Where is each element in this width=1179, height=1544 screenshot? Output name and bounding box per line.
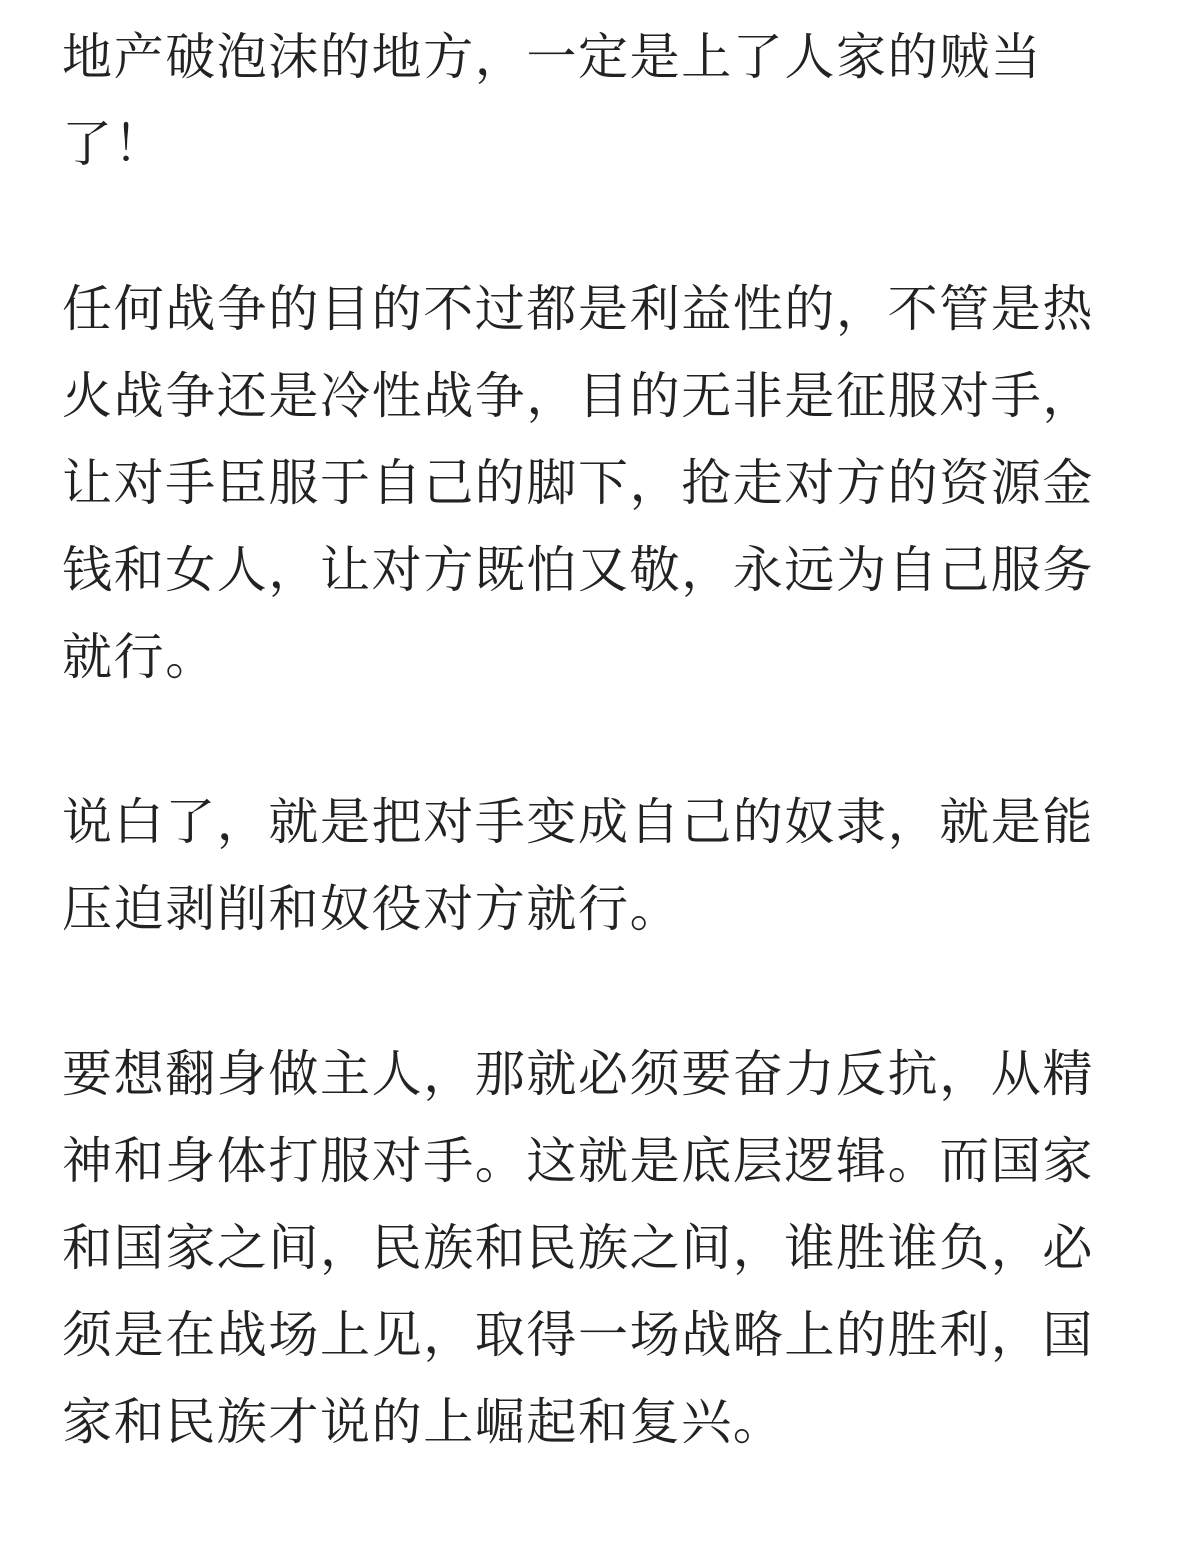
paragraph-2: 任何战争的目的不过都是利益性的，不管是热火战争还是冷性战争，目的无非是征服对手，让对手臣服于自己的脚下，抢走对方的资源金钱和女人，让对方既怕又敬，永远为自己服务就行。 <box>62 280 1094 686</box>
paragraph-4: 要想翻身做主人，那就必须要奋力反抗，从精神和身体打服对手。这就是底层逻辑。而国家和国家之间，民族和民族之间，谁胜谁负，必须是在战场上见，取得一场战略上的胜利，国家和民族才说的上崛起和复兴。 <box>62 1045 1094 1451</box>
paragraph-3: 说白了，就是把对手变成自己的奴隶，就是能压迫剥削和奴役对方就行。 <box>62 793 1094 938</box>
article-body <box>62 14 1120 1544</box>
paragraph-1: 地产破泡沫的地方，一定是上了人家的贼当了！ <box>62 28 1043 173</box>
